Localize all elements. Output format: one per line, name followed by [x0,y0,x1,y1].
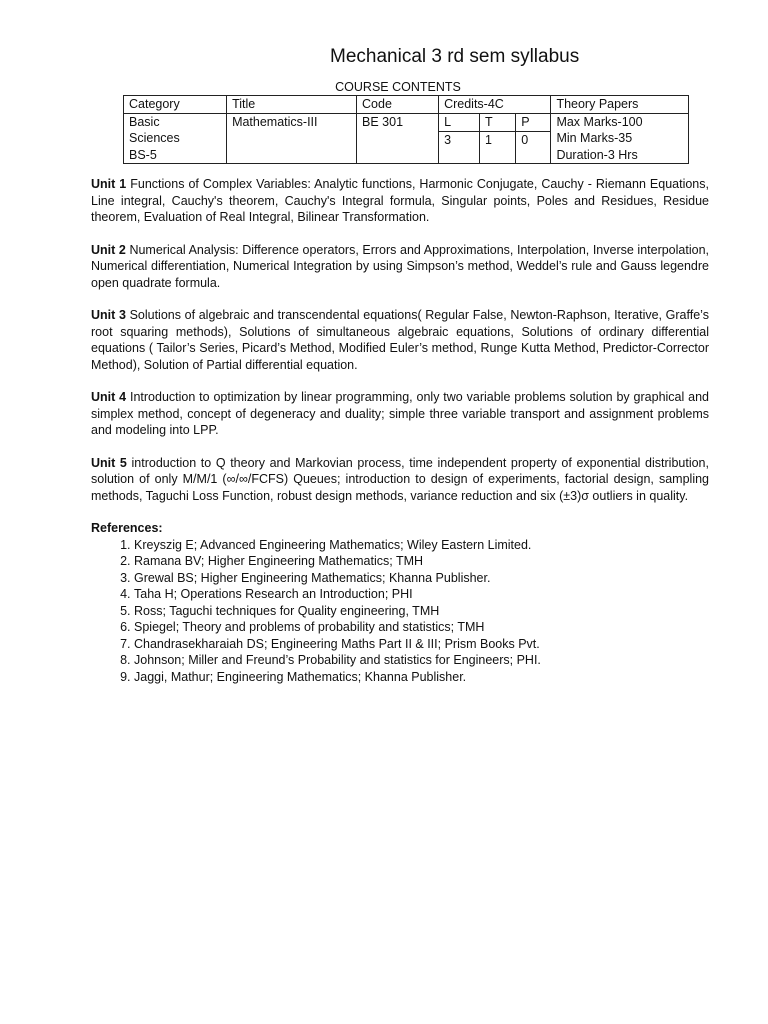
cell-l-value: 3 [439,132,480,164]
cell-t-label: T [480,113,516,132]
list-item: 6. Spiegel; Theory and problems of probability and statistics; TMH [134,619,709,636]
table-header-row [124,96,689,114]
cell-category [124,113,227,164]
list-item: 4. Taha H; Operations Research an Introduction; PHI [134,586,709,603]
theory-line: Duration-3 Hrs [556,147,638,162]
header-theory-papers: Theory Papers [551,96,689,114]
list-item: 8. Johnson; Miller and Freund’s Probability and statistics for Engineers; PHI. [134,652,709,669]
category-line: BS-5 [129,147,157,162]
header-credits: Credits-4C [439,96,551,114]
unit-label: Unit 2 [91,242,126,257]
cell-t-value: 1 [480,132,516,164]
category-line: Sciences [129,131,180,145]
table-row [124,113,689,132]
list-item: 3. Grewal BS; Higher Engineering Mathematics; Khanna Publisher. [134,570,709,587]
cell-l-label: L [439,113,480,132]
header-title: Title [227,96,357,114]
unit-text: Functions of Complex Variables: Analytic functions, Harmonic Conjugate, Cauchy - Riemann Equations, Line integral, Cauchy's theorem, Cauchy's Integral formula, Singular points, Poles and Residues, Residue theorem, Evaluation of Real Integral, Bilinear Transformation. [91,177,709,224]
cell-theory-papers [551,113,689,164]
cell-code: BE 301 [357,113,439,164]
list-item: 2. Ramana BV; Higher Engineering Mathematics; TMH [134,553,709,570]
cell-p-label: P [516,113,551,132]
list-item: 5. Ross; Taguchi techniques for Quality engineering, TMH [134,603,709,620]
unit-label: Unit 5 [91,455,127,470]
references-list [91,537,709,686]
unit-label: Unit 3 [91,308,126,322]
cell-p-value: 0 [516,132,551,164]
header-category: Category [124,96,227,114]
cell-title: Mathematics-III [227,113,357,164]
theory-line: Max Marks-100 [556,114,643,129]
list-item: 7. Chandrasekharaiah DS; Engineering Maths Part II & III; Prism Books Pvt. [134,636,709,653]
unit-text: introduction to Q theory and Markovian process, time independent property of exponential distribution, solution of only M/M/1 (∞/∞/FCFS) Queues; introduction to design of experiments, factorial design, sampling methods, Taguchi Loss Function, robust design methods, variance reduction and six (±3)σ outliers in quality. [91,455,709,503]
unit-2 [91,242,709,292]
header-code: Code [357,96,439,114]
unit-1 [91,176,709,226]
theory-line: Min Marks-35 [556,131,633,145]
unit-3 [91,307,709,373]
unit-5 [91,455,709,505]
course-table [123,95,689,164]
references-heading: References: [91,521,163,535]
list-item: 1. Kreyszig E; Advanced Engineering Mathematics; Wiley Eastern Limited. [134,537,709,554]
units-section [91,176,709,685]
unit-4 [91,389,709,439]
unit-text: Solutions of algebraic and transcendental equations( Regular False, Newton-Raphson, Iterative, Graffe’s root squaring methods), Solutions of simultaneous algebraic equations, Solutions of ordinary differential equations ( Tailor’s Series, Picard’s Method, Modified Euler’s method, Runge Kutta Method, Predictor-Corrector Method), Solution of Partial differential equation. [91,308,709,372]
course-contents-heading: COURSE CONTENTS [335,80,461,94]
unit-text: Introduction to optimization by linear programming, only two variable problems solution by graphical and simplex method, concept of degeneracy and duality; simple three variable transport and assignment problems and modeling into LPP. [91,390,709,437]
list-item: 9. Jaggi, Mathur; Engineering Mathematics; Khanna Publisher. [134,669,709,686]
unit-label: Unit 1 [91,177,127,191]
category-line: Basic [129,114,160,129]
unit-text: Numerical Analysis: Difference operators, Errors and Approximations, Interpolation, Inverse interpolation, Numerical differentiation, Numerical Integration by using Simpson’s method, Weddel’s rule and Gauss legendre open quadrate formula. [91,242,709,290]
page-title: Mechanical 3 rd sem syllabus [330,46,580,67]
unit-label: Unit 4 [91,390,127,404]
